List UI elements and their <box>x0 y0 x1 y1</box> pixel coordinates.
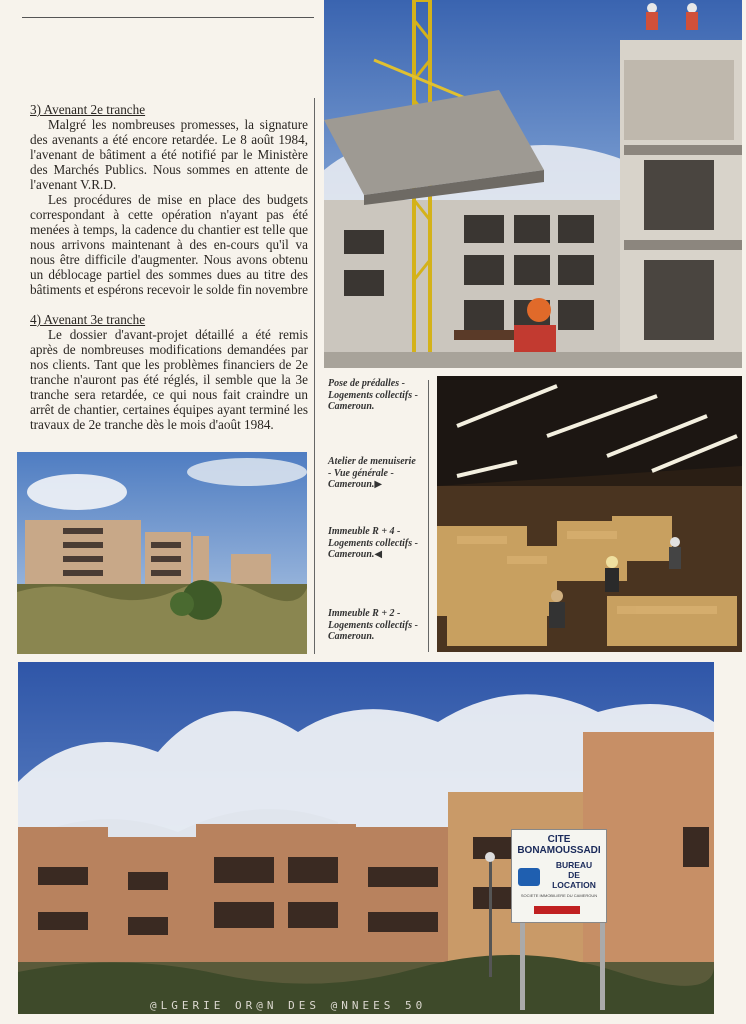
sign-line-2: DE <box>568 870 580 880</box>
photo-immeuble-r2 <box>18 662 714 1014</box>
caption-immeuble-r2: Immeuble R + 2 - Logements collectifs - Cameroun. <box>328 608 418 642</box>
sign-arrow-icon <box>534 906 580 914</box>
top-rule <box>22 17 314 18</box>
sign-line-3: LOCATION <box>552 880 596 890</box>
sign-title: CITE BONAMOUSSADI <box>517 834 601 856</box>
section-4-body <box>30 327 308 432</box>
sign-board <box>511 829 607 923</box>
watermark-text: @LGERIE OR@N DES @NNEES 50 <box>150 999 427 1012</box>
caption-atelier-menuiserie: Atelier de menuiserie - Vue générale - Cameroun.▶ <box>328 456 416 490</box>
section-3-heading: 3) Avenant 2e tranche <box>30 102 146 117</box>
photo-crane-slab <box>324 0 742 368</box>
section-3-paragraph-2: Les procédures de mise en place des budgets correspondant à cette opération n'ayant pas été menées à temps, la cadence du chantier est telle que nous arrivons maintenant à des en-cours qu'il va nous être difficile d'augmenter. Nous avons obtenu un déblocage partiel des sommes dues au titre des bâtiments et espérons recevoir le solde fin novembre <box>30 192 308 297</box>
sign-small-text: SOCIETE IMMOBILIERE DU CAMEROUN <box>520 893 598 898</box>
column-divider-right <box>428 380 429 652</box>
section-3-paragraph-1: Malgré les nombreuses promesses, la signature des avenants a été encore retardée. Le 8 août 1984, l'avenant de bâtiment a été notifié par le Ministère des Marchés Publics. Nous sommes en attente de l'avenant V.R.D. <box>30 117 308 192</box>
sign-line-1: BUREAU <box>555 860 593 870</box>
caption-predalles: Pose de prédalles - Logements collectifs - Cameroun. <box>328 378 418 412</box>
photo-carpentry-workshop <box>437 376 742 652</box>
section-4-heading: 4) Avenant 3e tranche <box>30 312 146 327</box>
photo-immeuble-r4 <box>17 452 307 654</box>
column-divider-left <box>314 98 315 654</box>
section-3-body <box>30 117 308 297</box>
caption-immeuble-r4: Immeuble R + 4 - Logements collectifs - Cameroun.◀ <box>328 526 418 560</box>
section-4-paragraph-1: Le dossier d'avant-projet détaillé a été remis après de nombreuses modifications demandées par nos clients. Tant que les problèmes financiers de 2e tranche n'auront pas été réglés, il semble que la 3e tranche sera retardée, ce qui nous fait craindre un arrêt de chantier, certaines équipes ayant terminé les travaux de 2e tranche dès le mois d'août 1984. <box>30 327 308 432</box>
sign-logo-icon <box>518 868 540 886</box>
